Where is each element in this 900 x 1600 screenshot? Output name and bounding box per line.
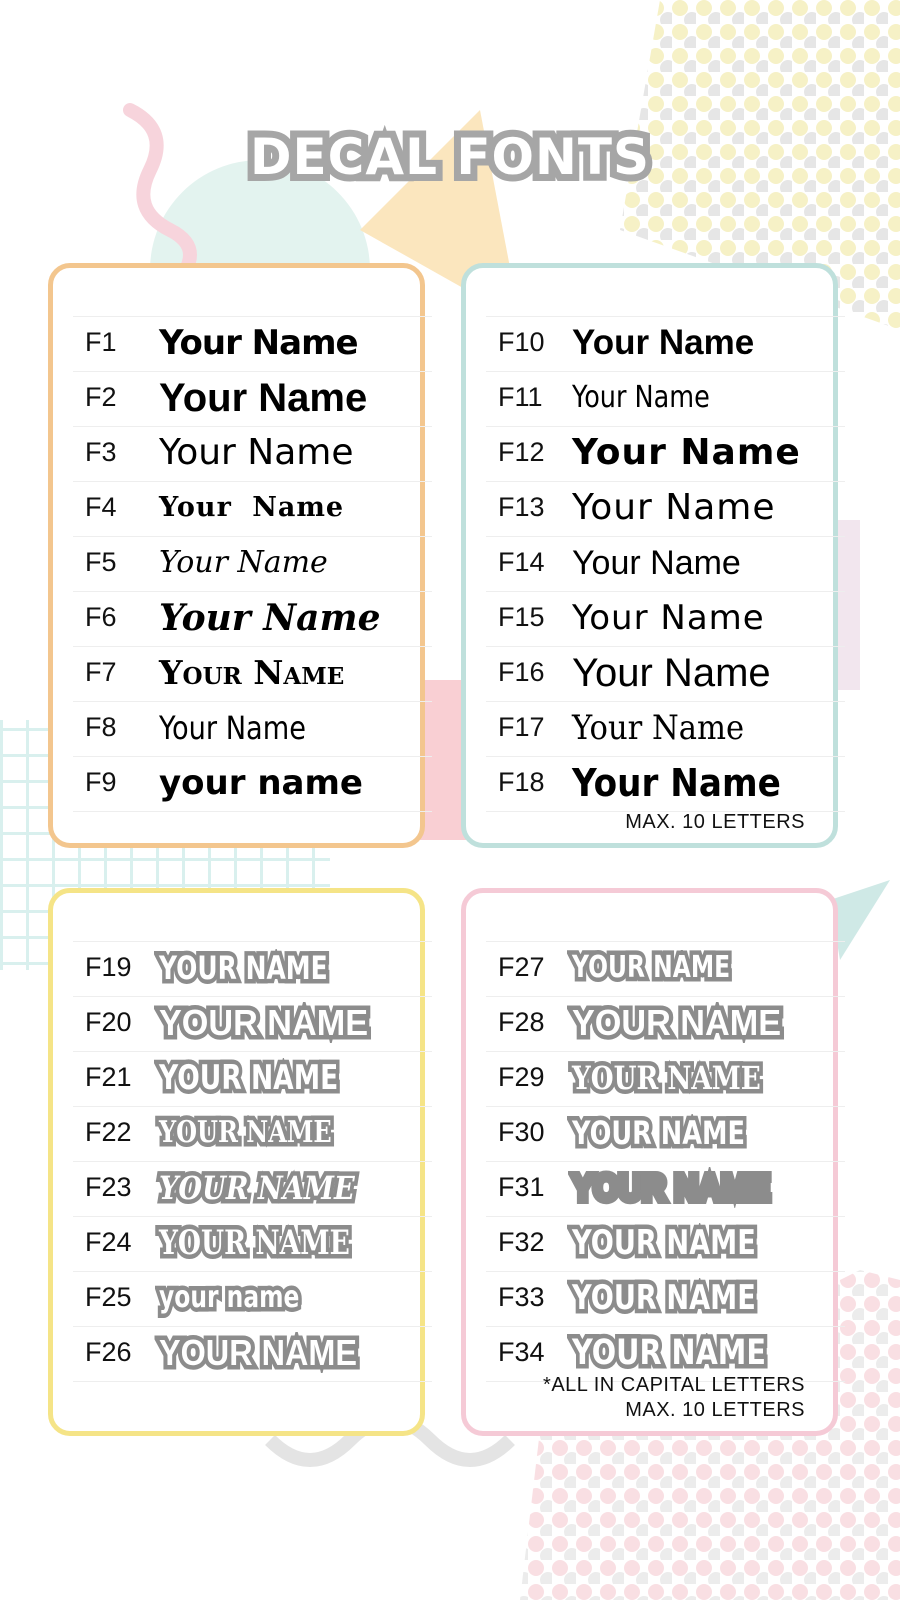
font-row[interactable] (486, 1217, 845, 1272)
font-sample: YOUR NAME (159, 1223, 350, 1263)
font-row[interactable] (486, 592, 845, 647)
font-panel-4 (461, 888, 838, 1436)
font-code: F32 (498, 1227, 545, 1257)
font-code: F25 (85, 1282, 132, 1312)
font-row[interactable] (486, 1162, 845, 1217)
font-list (486, 941, 845, 1382)
font-sample: Your Name (572, 708, 745, 748)
font-sample: YOUR NAME (572, 1278, 756, 1318)
font-list (73, 316, 432, 812)
font-sample: YOUR NAME (159, 1332, 358, 1373)
font-sample: Your Name (159, 653, 345, 692)
font-sample: YOUR NAME (572, 1333, 766, 1373)
font-sample: Your Name (572, 432, 801, 473)
font-list (486, 316, 845, 812)
font-sample: YOUR NAME (572, 1002, 782, 1043)
font-sample: Your Name (159, 432, 354, 473)
font-sample: YOUR NAME (159, 1058, 339, 1098)
font-panel-1 (48, 263, 425, 848)
font-code: F3 (85, 437, 117, 467)
font-code: F16 (498, 657, 545, 687)
font-sample: Your Name (159, 709, 306, 747)
font-sample: YOUR NAME (572, 1167, 771, 1208)
font-sample: Your Name (159, 376, 368, 420)
font-row[interactable] (486, 482, 845, 537)
font-row[interactable] (73, 482, 432, 537)
font-code: F8 (85, 712, 117, 742)
font-code: F30 (498, 1117, 545, 1147)
font-code: F1 (85, 327, 117, 357)
font-row[interactable] (73, 1162, 432, 1217)
font-row[interactable] (486, 997, 845, 1052)
font-code: F10 (498, 327, 545, 357)
font-row[interactable] (486, 941, 845, 997)
font-code: F19 (85, 952, 132, 982)
font-sample: YOUR NAME (572, 1059, 761, 1097)
font-row[interactable] (486, 702, 845, 757)
font-sample: YOUR NAME (572, 950, 731, 985)
font-code: F31 (498, 1172, 545, 1202)
font-sample: Your Name (159, 492, 345, 523)
font-sample: Your Name (572, 380, 710, 415)
font-code: F17 (498, 712, 545, 742)
font-sample: your name (159, 763, 363, 803)
font-code: F11 (498, 382, 543, 412)
font-sample: Your Name (572, 544, 741, 582)
font-row[interactable] (73, 1217, 432, 1272)
font-row[interactable] (73, 592, 432, 647)
font-code: F27 (498, 952, 545, 982)
font-row[interactable] (486, 1107, 845, 1162)
font-row[interactable] (486, 537, 845, 592)
font-row[interactable] (486, 1272, 845, 1327)
font-code: F4 (85, 492, 117, 522)
max-letters-note: MAX. 10 LETTERS (625, 1399, 805, 1421)
font-code: F13 (498, 492, 545, 522)
font-sample: your name (159, 1280, 300, 1315)
font-code: F29 (498, 1062, 545, 1092)
font-sample: YOUR NAME (159, 949, 328, 987)
font-row[interactable] (73, 372, 432, 427)
font-code: F24 (85, 1227, 132, 1257)
font-code: F21 (85, 1062, 132, 1092)
font-row[interactable] (73, 941, 432, 997)
font-code: F12 (498, 437, 545, 467)
font-row[interactable] (73, 1272, 432, 1327)
font-sample: Your Name (572, 598, 765, 638)
font-row[interactable] (73, 316, 432, 372)
font-row[interactable] (486, 757, 845, 812)
font-row[interactable] (486, 647, 845, 702)
font-code: F20 (85, 1007, 132, 1037)
font-panel-3 (48, 888, 425, 1436)
font-code: F33 (498, 1282, 545, 1312)
font-code: F23 (85, 1172, 132, 1202)
font-sample: YOUR NAME (572, 1223, 756, 1263)
font-row[interactable] (73, 427, 432, 482)
capital-letters-note: *ALL IN CAPITAL LETTERS (543, 1374, 805, 1396)
font-code: F14 (498, 547, 545, 577)
font-list (73, 941, 432, 1382)
font-row[interactable] (73, 1107, 432, 1162)
font-code: F18 (498, 767, 545, 797)
font-code: F2 (85, 382, 117, 412)
font-sample: Your Name (159, 545, 328, 580)
font-row[interactable] (486, 1052, 845, 1107)
font-row[interactable] (73, 997, 432, 1052)
font-sample: YOUR NAME (572, 1114, 745, 1152)
font-row[interactable] (486, 316, 845, 372)
font-sample: Your Name (572, 761, 781, 805)
font-sample: Your Name (159, 323, 358, 363)
font-code: F22 (85, 1117, 132, 1147)
font-code: F15 (498, 602, 545, 632)
font-code: F28 (498, 1007, 545, 1037)
font-sample: Your Name (572, 323, 755, 362)
font-code: F26 (85, 1337, 132, 1367)
font-row[interactable] (73, 647, 432, 702)
font-sample: YOUR NAME (159, 1115, 332, 1150)
max-letters-note: MAX. 10 LETTERS (625, 811, 805, 833)
page-title: DECAL FONTS (250, 128, 650, 186)
font-code: F6 (85, 602, 117, 632)
font-row[interactable] (73, 537, 432, 592)
font-sample: Your Name (159, 597, 381, 639)
font-row[interactable] (73, 702, 432, 757)
font-code: F7 (85, 657, 117, 687)
font-code: F9 (85, 767, 117, 797)
font-sample: Your Name (572, 651, 771, 695)
font-row[interactable] (486, 372, 845, 427)
font-row[interactable] (73, 757, 432, 812)
font-row[interactable] (486, 427, 845, 482)
font-code: F5 (85, 547, 117, 577)
font-code: F34 (498, 1337, 545, 1367)
font-sample: YOUR NAME (159, 1169, 355, 1207)
font-row[interactable] (73, 1052, 432, 1107)
font-panel-2 (461, 263, 838, 848)
font-row[interactable] (73, 1327, 432, 1382)
font-sample: YOUR NAME (159, 1002, 369, 1043)
font-sample: Your Name (572, 487, 776, 528)
